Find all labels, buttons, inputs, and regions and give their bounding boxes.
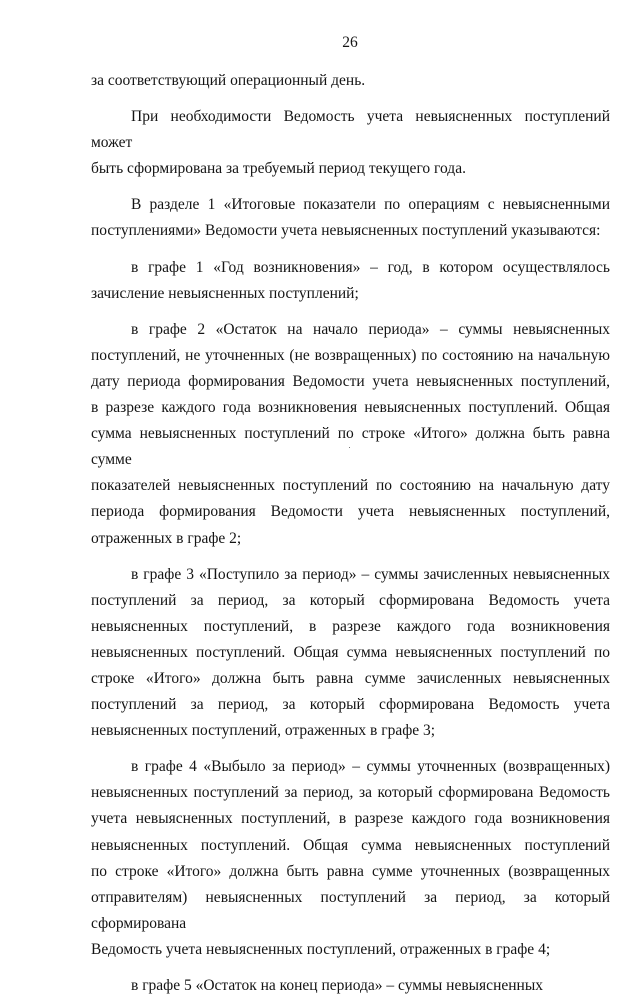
paragraph	[91, 104, 610, 182]
text-line: строке «Итого» должна быть равна сумме зачисленных невыясненных	[91, 669, 610, 687]
text-line: невыясненных поступлений за период, за который сформирована Ведомость	[91, 784, 610, 802]
text-line: в графе 3 «Поступило за период» – суммы зачисленных невыясненных	[131, 565, 610, 583]
text-line: невыясненных поступлений, в разрезе каждого года возникновения	[91, 617, 610, 635]
text-line: невыясненных поступлений, отраженных в графе 3;	[91, 722, 436, 740]
paragraph	[91, 754, 610, 963]
text-line: быть сформирована за требуемый период текущего года.	[91, 160, 466, 178]
document-body	[91, 68, 610, 999]
text-line: дату периода формирования Ведомости учета невыясненных поступлений,	[91, 372, 610, 390]
text-line: в графе 2 «Остаток на начало периода» – суммы невыясненных	[131, 320, 610, 338]
paragraph	[91, 317, 610, 552]
text-line: учета невыясненных поступлений, в разрезе каждого года возникновения	[91, 810, 610, 828]
text-line: При необходимости Ведомость учета невыясненных поступлений может	[91, 108, 610, 152]
text-line: зачисление невыясненных поступлений;	[91, 284, 359, 302]
text-line: поступлений, не уточненных (не возвращенных) по состоянию на начальную	[91, 346, 610, 364]
text-line: в графе 1 «Год возникновения» – год, в котором осуществлялось	[131, 258, 610, 276]
text-line: поступлений за период, за который сформирована Ведомость учета	[91, 591, 610, 609]
text-line: поступлений за период, за который сформирована Ведомость учета	[91, 696, 610, 714]
text-line: показателей невыясненных поступлений по состоянию на начальную дату	[91, 477, 610, 495]
text-line: в графе 4 «Выбыло за период» – суммы уточненных (возвращенных)	[131, 758, 610, 776]
text-line: отраженных в графе 2;	[91, 529, 242, 547]
text-line: невыясненных поступлений. Общая сумма невыясненных поступлений по	[91, 643, 610, 661]
text-line: поступлениями» Ведомости учета невыясненных поступлений указываются:	[91, 222, 601, 240]
paragraph	[91, 562, 610, 745]
text-line: в разрезе каждого года возникновения невыясненных поступлений. Общая	[91, 399, 610, 417]
scan-speck	[349, 447, 350, 448]
paragraph	[91, 68, 610, 94]
text-line: невыясненных поступлений. Общая сумма невыясненных поступлений	[91, 836, 610, 854]
text-line: сумма невыясненных поступлений по строке «Итого» должна быть равна сумме	[91, 425, 610, 469]
text-line: за соответствующий операционный день.	[91, 72, 366, 89]
text-line: отправителям) невыясненных поступлений за период, за который сформирована	[91, 888, 610, 932]
paragraph	[91, 192, 610, 244]
paragraph	[91, 255, 610, 307]
text-line: Ведомость учета невыясненных поступлений, отраженных в графе 4;	[91, 940, 551, 958]
paragraph	[91, 973, 610, 999]
text-line: периода формирования Ведомости учета невыясненных поступлений,	[91, 503, 610, 521]
page-number: 26	[342, 34, 358, 51]
text-line: в графе 5 «Остаток на конец периода» – суммы невыясненных	[131, 977, 543, 994]
text-line: по строке «Итого» должна быть равна сумме уточненных (возвращенных	[91, 862, 610, 880]
text-line: В разделе 1 «Итоговые показатели по операциям с невыясненными	[131, 196, 610, 214]
